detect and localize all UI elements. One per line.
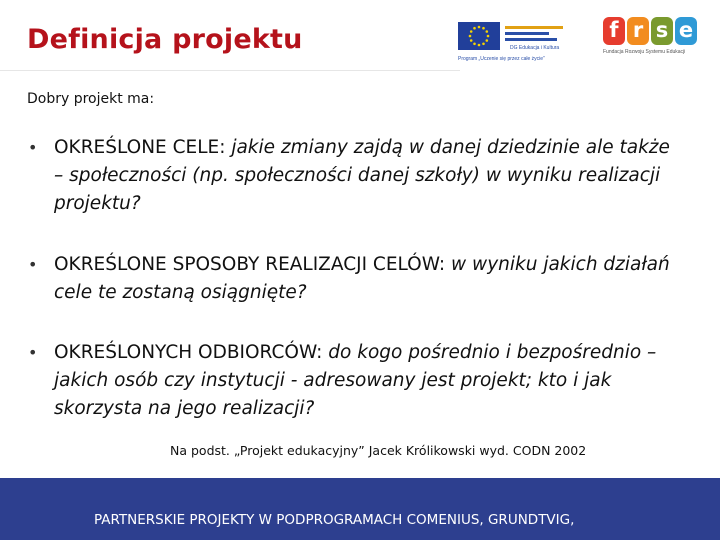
footer-bar [0, 478, 720, 540]
bullet-key: OKREŚLONE CELE: [54, 137, 226, 158]
bullet-description: w wyniku jakich działań cele te zostaną osiągnięte? [54, 254, 670, 303]
frse-logo [603, 17, 703, 67]
bullet-icon: • [28, 138, 38, 157]
bullet-icon: • [28, 343, 38, 362]
eu-logo-line1: DG Edukacja i Kultura [510, 45, 560, 51]
page-title: Definicja projektu [27, 24, 303, 55]
frse-letter-e: e [675, 17, 697, 45]
bullet-description: do kogo pośrednio i bezpośrednio – jakich osób czy instytucji - adresowany jest projekt; kto i jak skorzysta na jego realizacji? [54, 342, 657, 419]
bullet-icon: • [28, 255, 38, 274]
bullet-key: OKREŚLONYCH ODBIORCÓW: [54, 342, 323, 363]
frse-letter-r: r [627, 17, 649, 45]
source-citation: Na podst. „Projekt edukacyjny” Jacek Królikowski wyd. CODN 2002 [170, 443, 587, 458]
bullet-key: OKREŚLONE SPOSOBY REALIZACJI CELÓW: [54, 254, 446, 275]
list-item [28, 134, 678, 218]
eu-program-logo [455, 20, 565, 66]
title-divider [0, 70, 460, 71]
list-item [28, 251, 678, 307]
list-item [28, 339, 678, 423]
eu-flag-icon [458, 22, 500, 50]
intro-text: Dobry projekt ma: [27, 91, 155, 107]
footer-text: PARTNERSKIE PROJEKTY W PODPROGRAMACH COMENIUS, GRUNDTVIG, [94, 512, 575, 528]
frse-letter-f: f [603, 17, 625, 45]
eu-logo-line2: Program „Uczenie się przez całe życie” [458, 56, 545, 62]
frse-letter-s: s [651, 17, 673, 45]
frse-letters [603, 17, 697, 45]
bullet-description: jakie zmiany zajdą w danej dziedzinie ale także – społeczności (np. społeczności danej szkoły) w wyniku realizacji projektu? [54, 137, 670, 214]
frse-subtitle: Fundacja Rozwoju Systemu Edukacji [603, 49, 686, 55]
